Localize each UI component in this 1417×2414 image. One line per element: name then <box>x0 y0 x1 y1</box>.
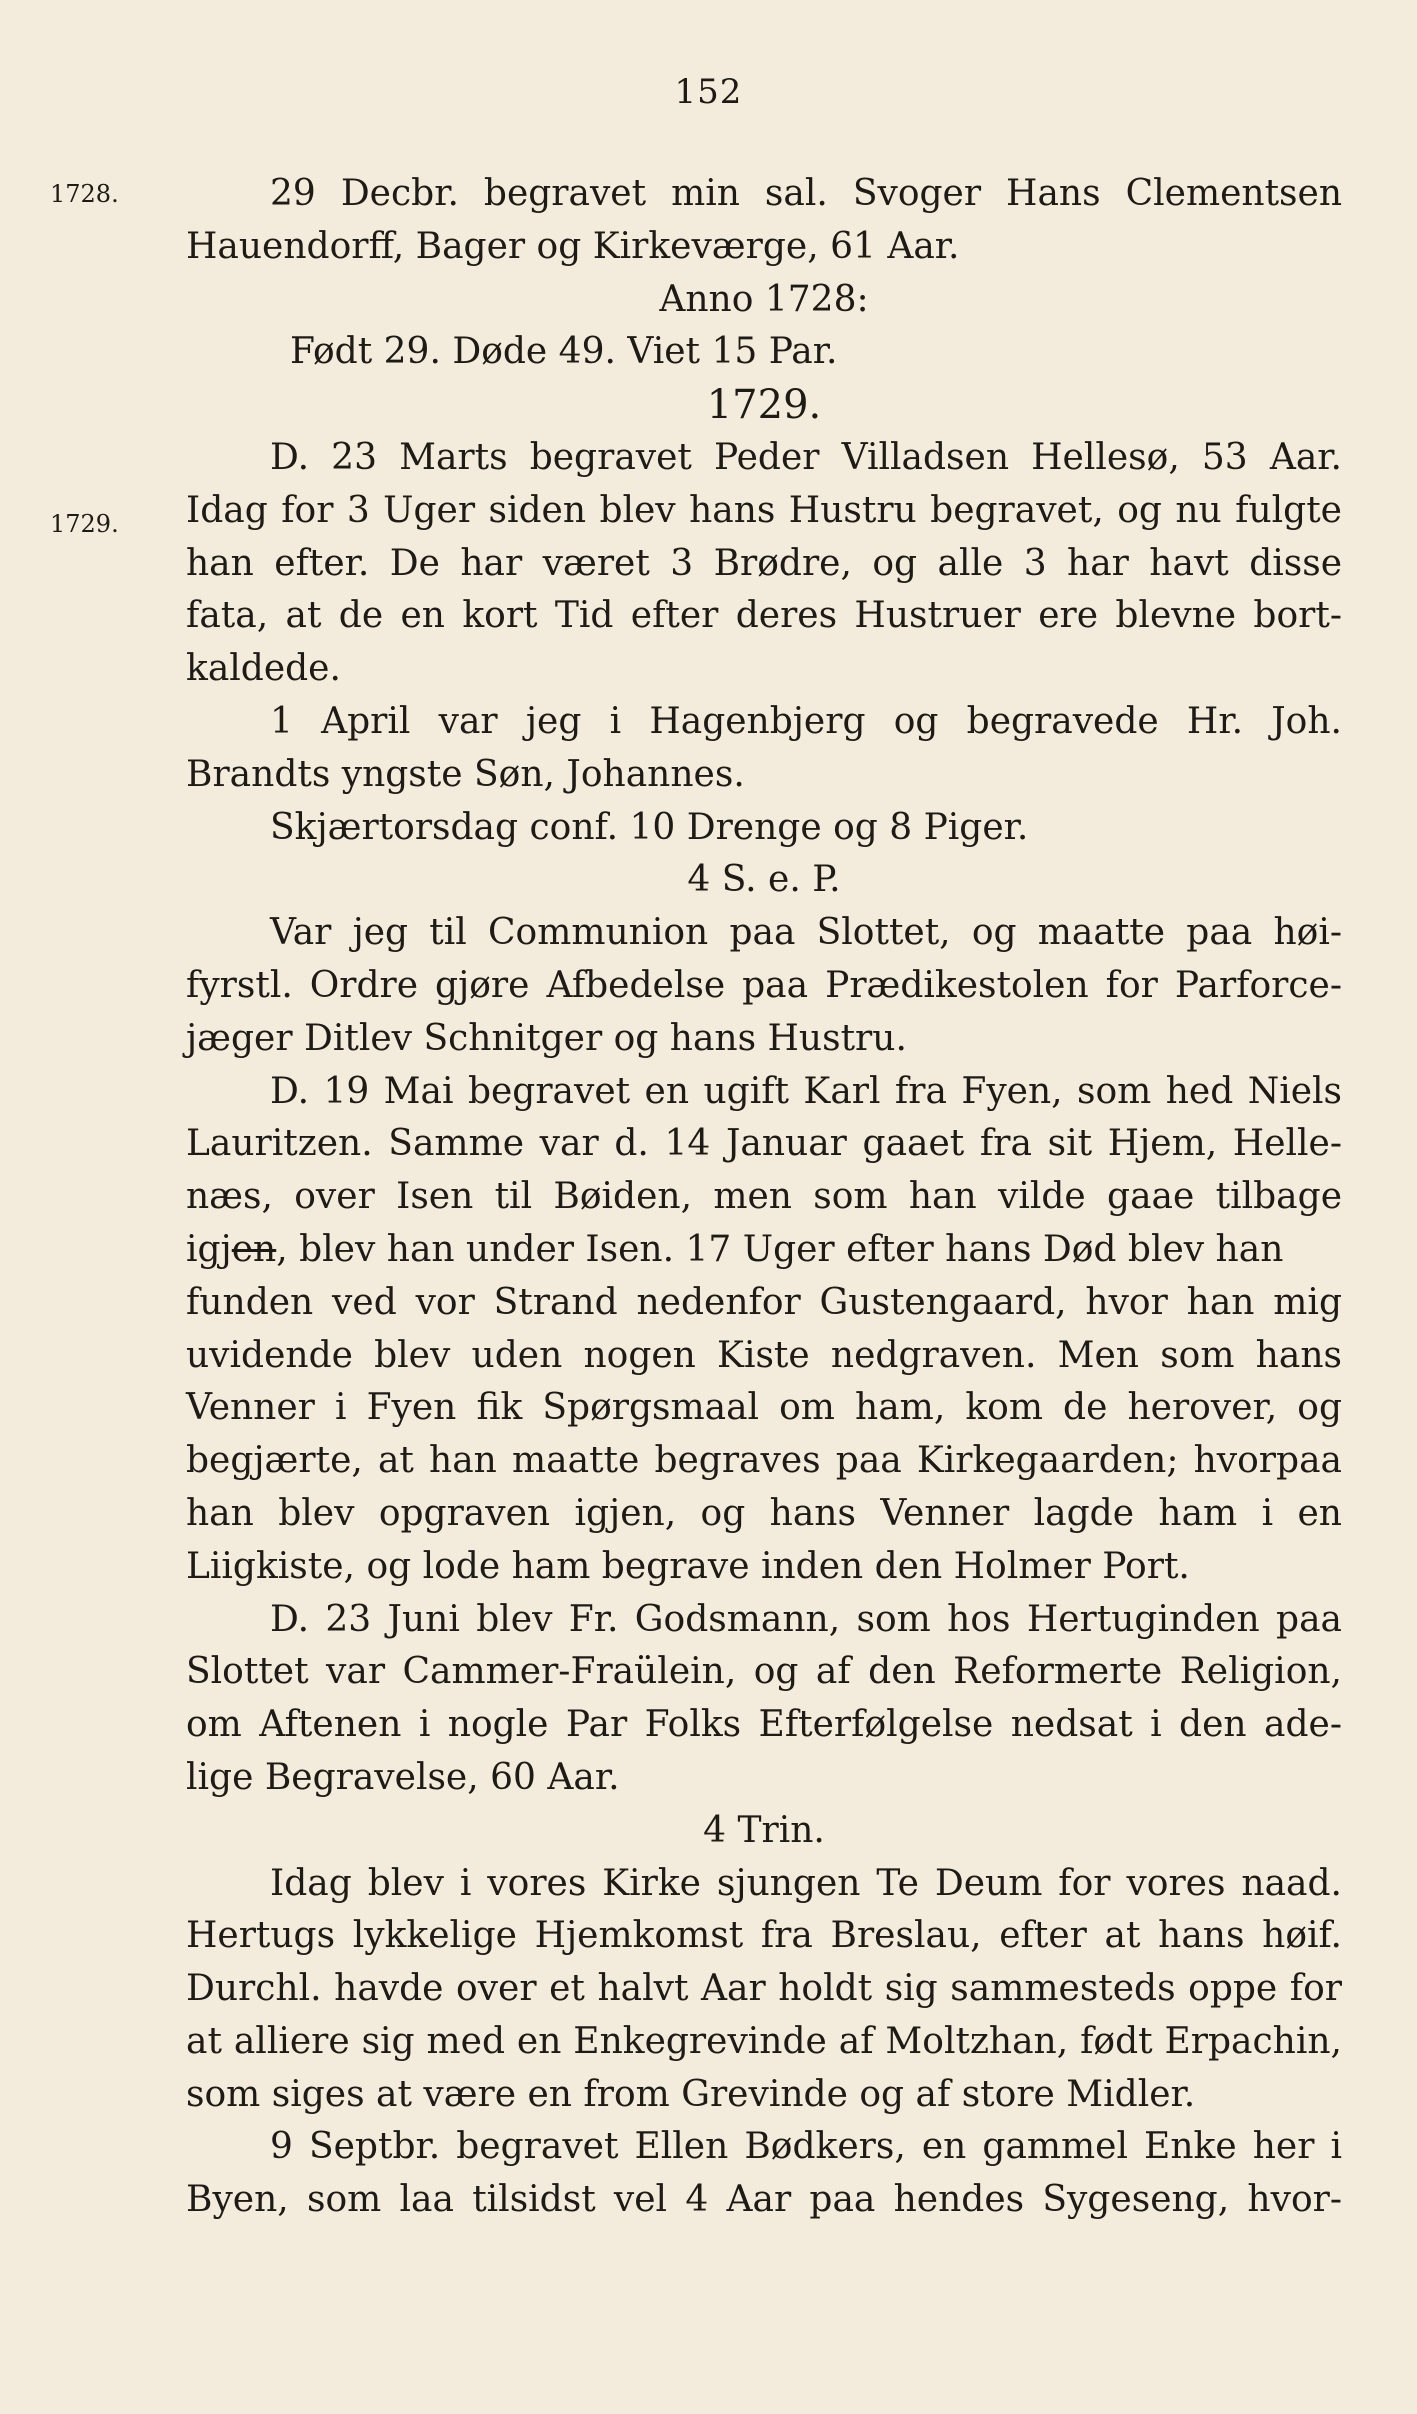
text-line: uvidende blev uden nogen Kiste nedgraven. Men som hans <box>186 1334 1342 1376</box>
text-line: fyrstl. Ordre gjøre Afbedelse paa Prædikestolen for Parforce- <box>186 964 1342 1006</box>
text-line: Var jeg til Communion paa Slottet, og maatte paa høi- <box>270 912 1342 954</box>
text-line: 1 April var jeg i Hagenbjerg og begravede Hr. Joh. <box>270 700 1342 742</box>
section-heading: 4 S. e. P. <box>687 859 841 901</box>
text-line: som siges at være en from Grevinde og af store Midler. <box>186 2073 1196 2115</box>
margin-year-1728: 1728. <box>50 180 119 208</box>
struck-text: en <box>231 1228 277 1270</box>
text-line: Anno 1728: <box>659 278 869 320</box>
text-line: D. 23 Juni blev Fr. Godsmann, som hos Hertuginden paa <box>270 1598 1342 1640</box>
text-line: Byen, som laa tilsidst vel 4 Aar paa hendes Sygeseng, hvor- <box>186 2179 1342 2221</box>
text-line: begjærte, at han maatte begraves paa Kirkegaarden; hvorpaa <box>186 1440 1342 1482</box>
text-line: 29 Decbr. begravet min sal. Svoger Hans Clementsen <box>270 173 1342 214</box>
text-line: funden ved vor Strand nedenfor Gustengaard, hvor han mig <box>186 1281 1342 1323</box>
text-line: 9 Septbr. begravet Ellen Bødkers, en gammel Enke her i <box>270 2126 1342 2168</box>
text-line: om Aftenen i nogle Par Folks Efterfølgelse nedsat i den ade- <box>186 1704 1342 1746</box>
text-line: at alliere sig med en Enkegrevinde af Moltzhan, født Erpachin, <box>186 2020 1342 2062</box>
text-line: Lauritzen. Samme var d. 14 Januar gaaet fra sit Hjem, Helle- <box>186 1123 1342 1165</box>
text-line <box>186 1224 1342 1277</box>
text-line: Venner i Fyen fik Spørgsmaal om ham, kom de herover, og <box>186 1387 1342 1429</box>
text-line: Durchl. havde over et halvt Aar holdt sig sammesteds oppe for <box>186 1968 1342 2010</box>
text-line: D. 23 Marts begravet Peder Villadsen Hellesø, 53 Aar. <box>270 436 1342 478</box>
text-line: jæger Ditlev Schnitger og hans Hustru. <box>186 1017 907 1059</box>
text-line: Slottet var Cammer-Fraülein, og af den Reformerte Religion, <box>186 1651 1342 1693</box>
main-text <box>186 168 1342 2227</box>
text-line: han efter. De har været 3 Brødre, og alle 3 har havt disse <box>186 542 1342 584</box>
text-line: Brandts yngste Søn, Johannes. <box>186 753 745 795</box>
text-line: fata, at de en kort Tid efter deres Hustruer ere blevne bort- <box>186 595 1342 637</box>
text-line: næs, over Isen til Bøiden, men som han vilde gaae tilbage <box>186 1176 1342 1218</box>
text-line: Idag for 3 Uger siden blev hans Hustru begravet, og nu fulgte <box>186 489 1342 531</box>
text-fragment: igj <box>186 1228 232 1270</box>
year-heading: 1729. <box>706 382 822 429</box>
text-line: Liigkiste, og lode ham begrave inden den Holmer Port. <box>186 1545 1190 1587</box>
text-line: Hertugs lykkelige Hjemkomst fra Breslau, efter at hans høif. <box>186 1915 1342 1957</box>
text-line: kaldede. <box>186 648 341 690</box>
margin-year-1729: 1729. <box>50 510 119 538</box>
section-heading: 4 Trin. <box>703 1809 825 1851</box>
page-number: 152 <box>674 72 743 112</box>
text-line: han blev opgraven igjen, og hans Venner lagde ham i en <box>186 1492 1342 1534</box>
text-line: lige Begravelse, 60 Aar. <box>186 1756 620 1798</box>
text-line: Skjærtorsdag conf. 10 Drenge og 8 Piger. <box>270 806 1029 848</box>
text-line: D. 19 Mai begravet en ugift Karl fra Fyen, som hed Niels <box>270 1070 1342 1112</box>
text-line: Idag blev i vores Kirke sjungen Te Deum for vores naad. <box>270 1862 1342 1904</box>
text-fragment: , blev han under Isen. 17 Uger efter hans Død blev han <box>276 1228 1284 1270</box>
text-line: Hauendorff, Bager og Kirkeværge, 61 Aar. <box>186 225 960 267</box>
text-line: Født 29. Døde 49. Viet 15 Par. <box>290 331 838 373</box>
